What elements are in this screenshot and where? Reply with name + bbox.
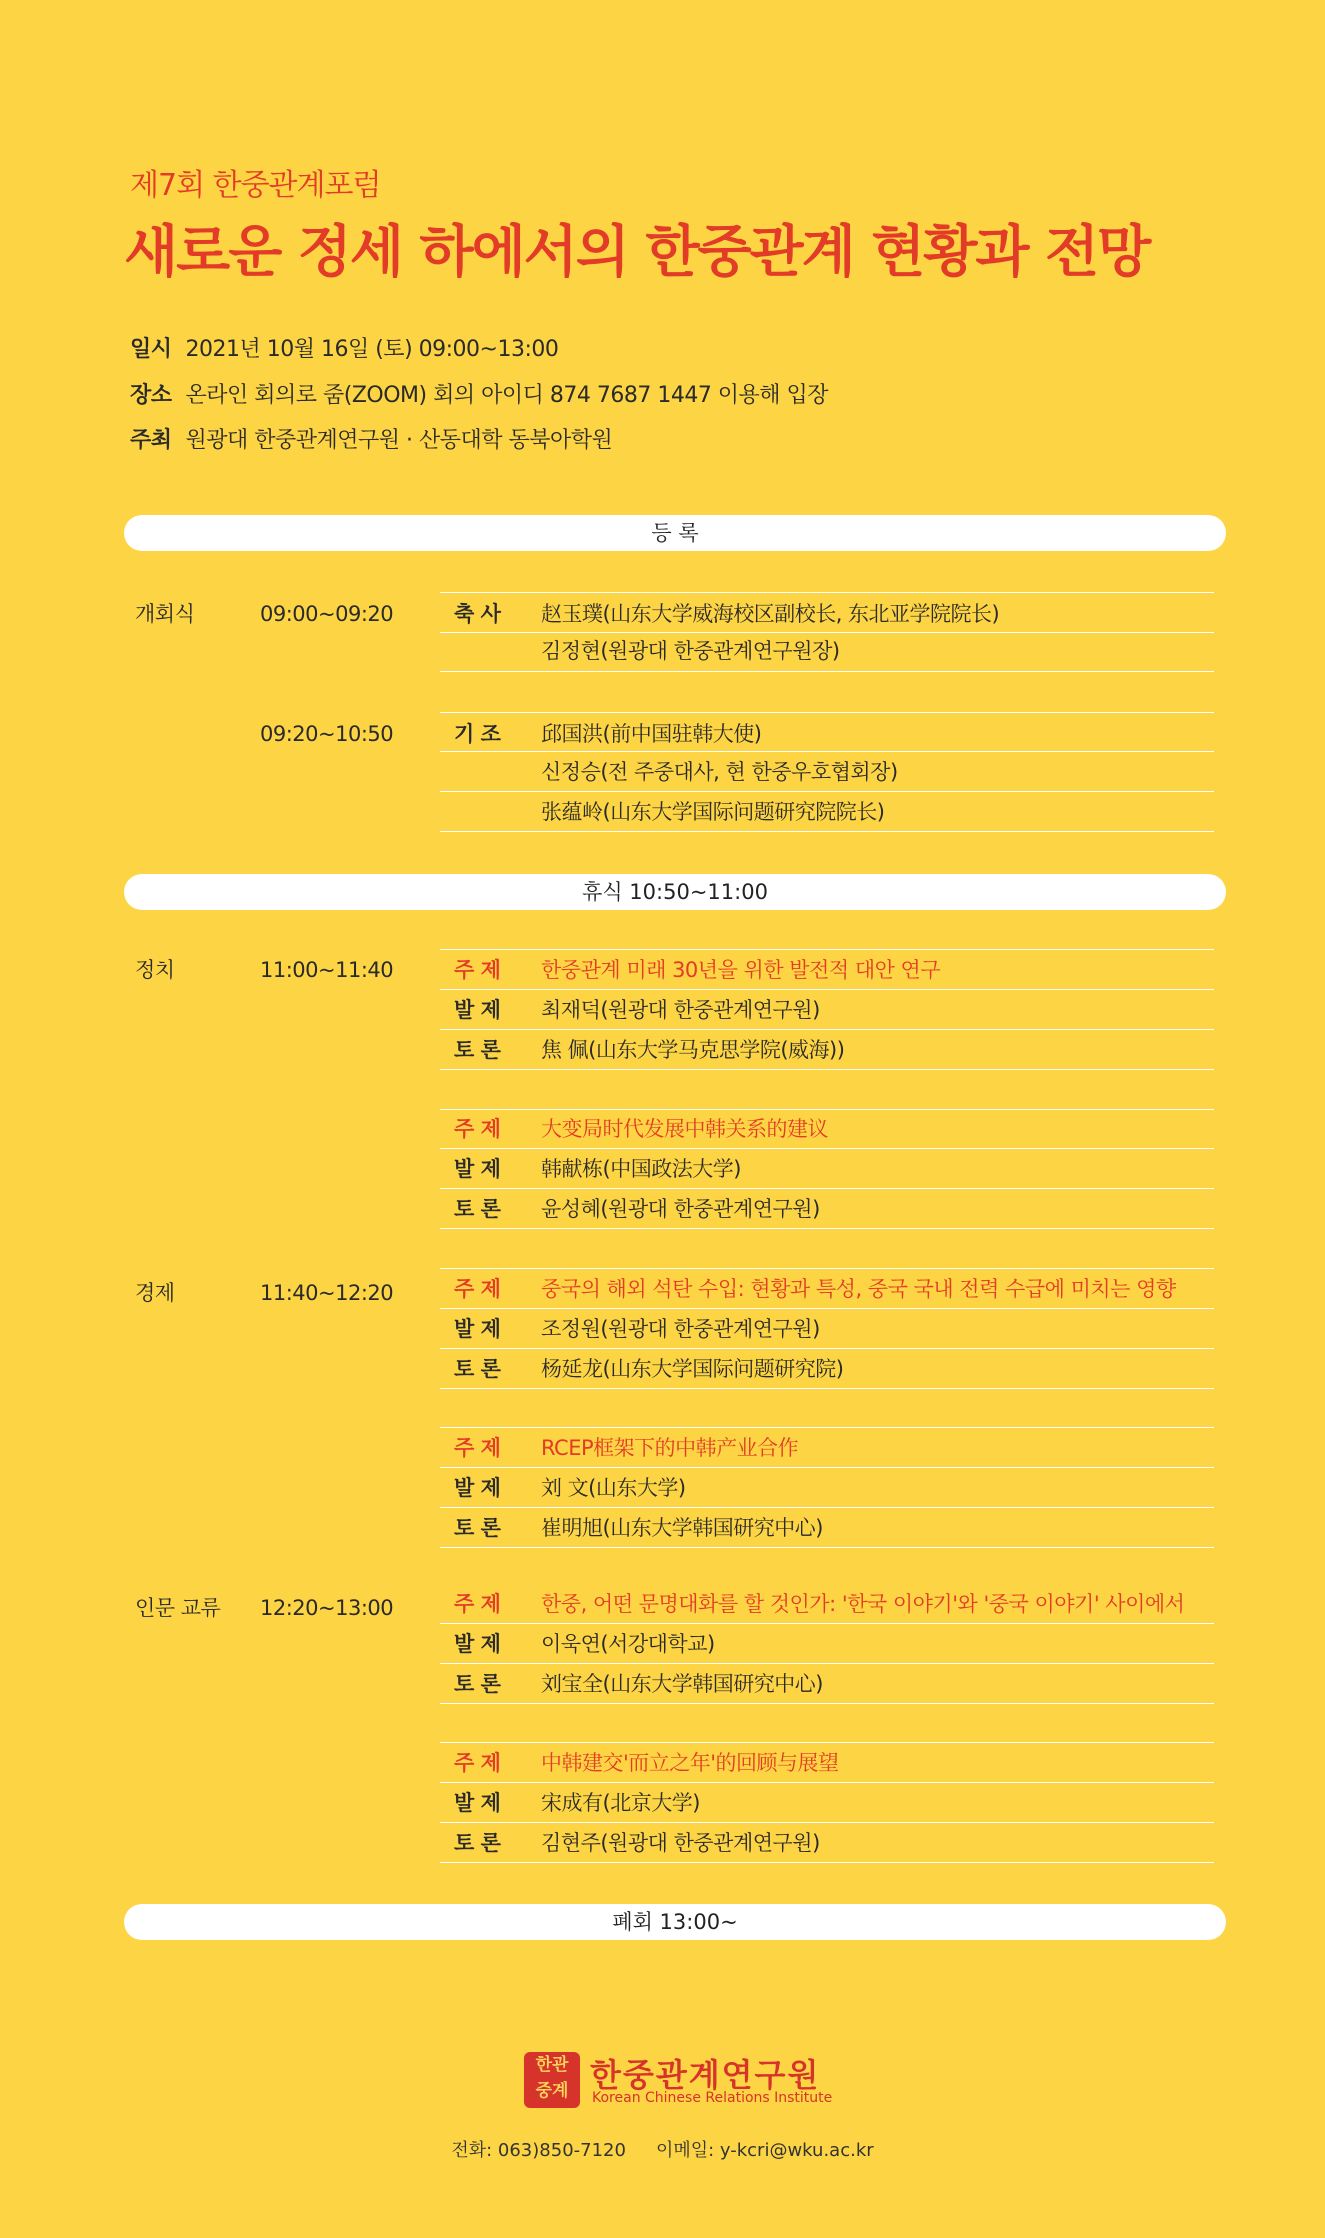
humanities-discussant-2: 김현주(원광대 한중관계연구원) [541, 1831, 820, 1855]
session-opening-name: 개회식 [135, 602, 195, 626]
politics-discussant-1: 焦 佩(山东大学马克思学院(威海)) [541, 1038, 845, 1062]
politics-role-discussant-1: 토 론 [454, 1038, 501, 1062]
seal-logo [524, 2052, 580, 2108]
opening-value-3: 邱国洪(前中国驻韩大使) [541, 722, 762, 746]
politics-role-presenter-2: 발 제 [454, 1157, 501, 1181]
info-host-value: 원광대 한중관계연구원 · 산동대학 동북아학원 [185, 428, 613, 453]
info-host [130, 423, 612, 454]
opening-role-keynote: 기 조 [454, 722, 501, 746]
logo-korean-name: 한중관계연구원 [590, 2056, 821, 2094]
economy-role-discussant-1: 토 론 [454, 1357, 501, 1381]
humanities-topic-2: 中韩建交'而立之年'的回顾与展望 [541, 1751, 839, 1775]
economy-role-topic-2: 주 제 [454, 1436, 501, 1460]
info-date [130, 332, 558, 363]
economy-role-presenter-1: 발 제 [454, 1317, 501, 1341]
info-venue-label: 장소 [130, 383, 172, 408]
registration-bar: 등 록 [124, 515, 1226, 551]
humanities-role-discussant-2: 토 론 [454, 1831, 501, 1855]
forum-subtitle: 제7회 한중관계포럼 [130, 168, 381, 203]
row-divider [440, 1069, 1214, 1070]
info-date-value: 2021년 10월 16일 (토) 09:00~13:00 [185, 337, 559, 362]
politics-role-discussant-2: 토 론 [454, 1197, 501, 1221]
row-divider [440, 949, 1214, 950]
row-divider [440, 989, 1214, 990]
humanities-discussant-1: 刘宝全(山东大学韩国研究中心) [541, 1672, 823, 1696]
humanities-role-presenter-1: 발 제 [454, 1632, 501, 1656]
break-bar: 휴식 10:50~11:00 [124, 874, 1226, 910]
row-divider [440, 671, 1214, 672]
row-divider [440, 1148, 1214, 1149]
economy-role-discussant-2: 토 론 [454, 1516, 501, 1540]
row-divider [440, 1029, 1214, 1030]
session-economy-name: 경제 [135, 1281, 175, 1305]
row-divider [440, 1268, 1214, 1269]
economy-discussant-1: 杨延龙(山东大学国际问题研究院) [541, 1357, 844, 1381]
politics-role-topic-2: 주 제 [454, 1117, 501, 1141]
logo-english-name: Korean Chinese Relations Institute [592, 2090, 833, 2106]
opening-value-5: 张蕴岭(山东大学国际问题研究院院长) [541, 800, 885, 824]
row-divider [440, 831, 1214, 832]
info-venue [130, 378, 828, 409]
row-divider [440, 1388, 1214, 1389]
row-divider [440, 1228, 1214, 1229]
contact-phone: 전화: 063)850-7120 [451, 2140, 626, 2161]
politics-role-presenter-1: 발 제 [454, 998, 501, 1022]
row-divider [440, 791, 1214, 792]
row-divider [440, 712, 1214, 713]
row-divider [440, 1467, 1214, 1468]
economy-role-presenter-2: 발 제 [454, 1476, 501, 1500]
politics-discussant-2: 윤성혜(원광대 한중관계연구원) [541, 1197, 820, 1221]
contact-email: 이메일: y-kcri@wku.ac.kr [655, 2140, 874, 2161]
economy-discussant-2: 崔明旭(山东大学韩国研究中心) [541, 1516, 823, 1540]
info-date-label: 일시 [130, 337, 172, 362]
humanities-topic-1: 한중, 어떤 문명대화를 할 것인가: '한국 이야기'와 '중국 이야기' 사이에서 [541, 1592, 1185, 1616]
politics-presenter-2: 韩献栋(中国政法大学) [541, 1157, 741, 1181]
row-divider [440, 1703, 1214, 1704]
session-politics-time: 11:00~11:40 [260, 958, 394, 982]
forum-title: 새로운 정세 하에서의 한중관계 현황과 전망 [124, 220, 1150, 285]
session-economy-time: 11:40~12:20 [260, 1281, 394, 1305]
session-humanities-time: 12:20~13:00 [260, 1596, 394, 1620]
politics-topic-1: 한중관계 미래 30년을 위한 발전적 대안 연구 [541, 958, 941, 982]
row-divider [440, 751, 1214, 752]
info-host-label: 주최 [130, 428, 172, 453]
session-opening-time1: 09:00~09:20 [260, 602, 394, 626]
row-divider [440, 1188, 1214, 1189]
session-humanities-name: 인문 교류 [135, 1596, 221, 1620]
economy-presenter-1: 조정원(원광대 한중관계연구원) [541, 1317, 820, 1341]
session-opening-time2: 09:20~10:50 [260, 722, 394, 746]
row-divider [440, 1507, 1214, 1508]
economy-topic-2: RCEP框架下的中韩产业合作 [541, 1436, 799, 1460]
row-divider [440, 1109, 1214, 1110]
row-divider [440, 1547, 1214, 1548]
economy-topic-1: 중국의 해외 석탄 수입: 현황과 특성, 중국 국내 전력 수급에 미치는 영향 [541, 1277, 1176, 1301]
row-divider [440, 1623, 1214, 1624]
row-divider [440, 632, 1214, 633]
economy-presenter-2: 刘 文(山东大学) [541, 1476, 686, 1500]
opening-value-4: 신정승(전 주중대사, 현 한중우호협회장) [541, 760, 898, 784]
row-divider [440, 1348, 1214, 1349]
row-divider [440, 1427, 1214, 1428]
contact-info [0, 2136, 1325, 2162]
closing-bar: 폐회 13:00~ [124, 1904, 1226, 1940]
humanities-role-presenter-2: 발 제 [454, 1791, 501, 1815]
politics-role-topic-1: 주 제 [454, 958, 501, 982]
humanities-presenter-1: 이욱연(서강대학교) [541, 1632, 715, 1656]
row-divider [440, 592, 1214, 593]
row-divider [440, 1308, 1214, 1309]
humanities-role-topic-2: 주 제 [454, 1751, 501, 1775]
economy-role-topic-1: 주 제 [454, 1277, 501, 1301]
session-politics-name: 정치 [135, 958, 175, 982]
humanities-presenter-2: 宋成有(北京大学) [541, 1791, 700, 1815]
info-venue-value: 온라인 회의로 줌(ZOOM) 회의 아이디 874 7687 1447 이용해 입장 [185, 383, 829, 408]
humanities-role-discussant-1: 토 론 [454, 1672, 501, 1696]
seal-line-2: 중계 [535, 2081, 569, 2101]
opening-value-2: 김정현(원광대 한중관계연구원장) [541, 639, 840, 663]
row-divider [440, 1862, 1214, 1863]
politics-topic-2: 大变局时代发展中韩关系的建议 [541, 1117, 828, 1141]
politics-presenter-1: 최재덕(원광대 한중관계연구원) [541, 998, 820, 1022]
row-divider [440, 1663, 1214, 1664]
opening-value-1: 赵玉璞(山东大学威海校区副校长, 东北亚学院院长) [541, 602, 1000, 626]
row-divider [440, 1822, 1214, 1823]
humanities-role-topic-1: 주 제 [454, 1592, 501, 1616]
seal-line-1: 한관 [535, 2055, 569, 2075]
row-divider [440, 1742, 1214, 1743]
opening-role-congrats: 축 사 [454, 602, 501, 626]
row-divider [440, 1782, 1214, 1783]
